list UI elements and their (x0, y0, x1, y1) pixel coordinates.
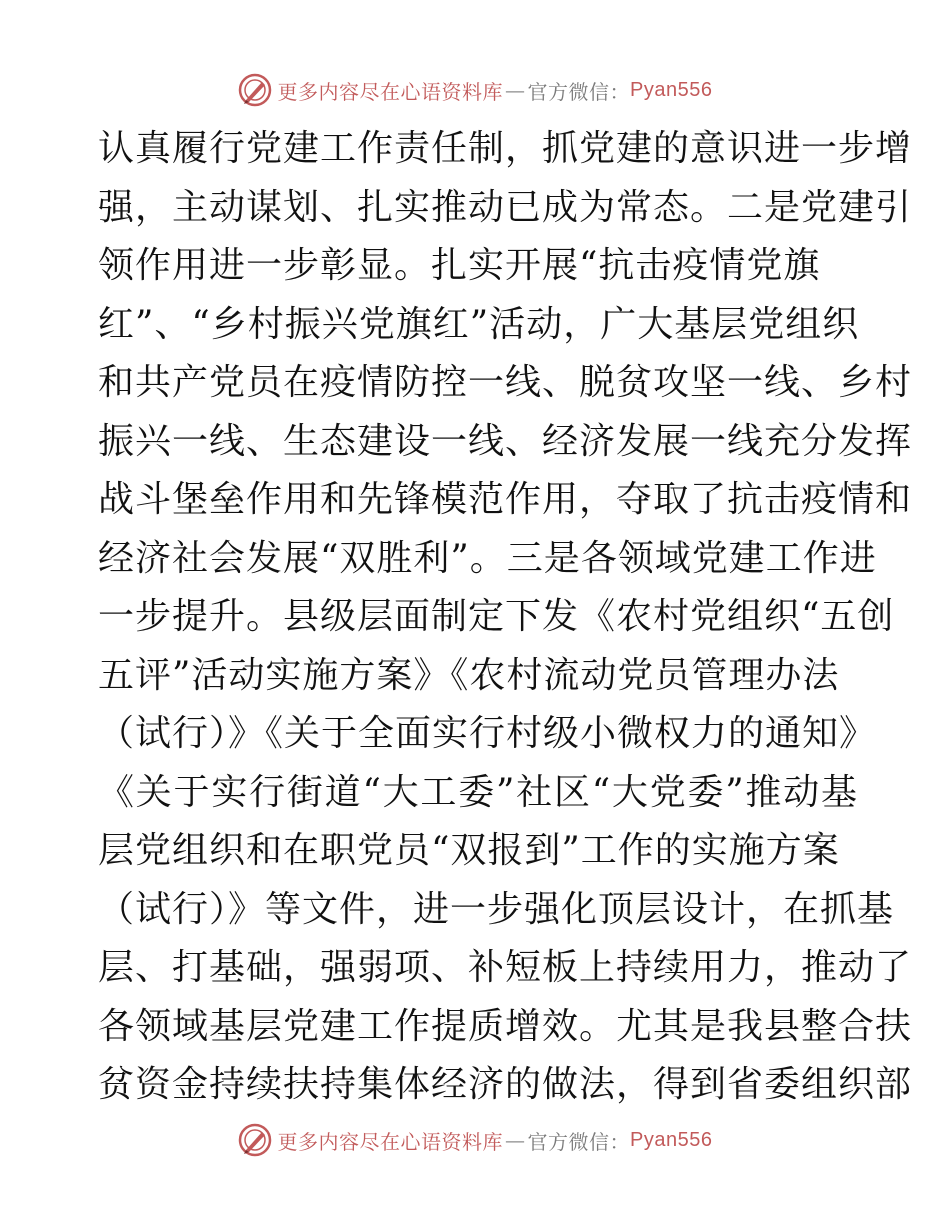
text-line: 经济社会发展“双胜利”。三是各领域党建工作进 (98, 537, 877, 579)
watermark-header (0, 70, 950, 110)
watermark-official-label: 官方微信： (527, 1129, 631, 1154)
text-line: 一步提升。县级层面制定下发《农村党组织“五创 (98, 596, 895, 637)
quill-pen-logo-icon (238, 73, 272, 107)
text-line: 层党组织和在职党员“双报到”工作的实施方案 (98, 830, 840, 871)
text-line: 各领域基层党建工作提质增效。尤其是我县整合扶 (98, 1005, 913, 1047)
text-line: 战斗堡垒作用和先锋模范作用，夺取了抗击疫情和 (98, 479, 913, 520)
watermark-handle: Pyan556 (630, 1128, 713, 1151)
text-line: 认真履行党建工作责任制，抓党建的意识进一步增 (98, 128, 913, 169)
text-line: 层、打基础，强弱项、补短板上持续用力，推动了 (98, 947, 913, 988)
watermark-dash: — (505, 78, 526, 102)
watermark-site-text: 更多内容尽在心语资料库 (277, 1129, 504, 1154)
quill-pen-logo-icon (238, 1123, 272, 1157)
watermark-dash: — (505, 1128, 526, 1152)
text-line: 《关于实行街道“大工委”社区“大党委”推动基 (98, 771, 858, 813)
watermark-site-text: 更多内容尽在心语资料库 (277, 79, 504, 104)
text-line: 和共产党员在疫情防控一线、脱贫攻坚一线、乡村 (98, 362, 913, 403)
document-body (98, 120, 913, 1115)
watermark-official-label: 官方微信： (527, 79, 631, 104)
watermark-footer (0, 1120, 950, 1160)
text-line: 五评”活动实施方案》《农村流动党员管理办法 (98, 654, 840, 696)
text-line: 贫资金持续扶持集体经济的做法，得到省委组织部 (98, 1064, 913, 1105)
text-line: （试行）》等文件，进一步强化顶层设计，在抓基 (98, 888, 895, 930)
text-line: 振兴一线、生态建设一线、经济发展一线充分发挥 (98, 420, 913, 462)
watermark-handle: Pyan556 (630, 78, 713, 101)
text-line: 强，主动谋划、扎实推动已成为常态。二是党建引 (98, 186, 913, 228)
text-line: 红”、“乡村振兴党旗红”活动，广大基层党组织 (98, 303, 860, 345)
text-line: （试行）》《关于全面实行村级小微权力的通知》 (98, 713, 877, 754)
text-line: 领作用进一步彰显。扎实开展“抗击疫情党旗 (98, 245, 821, 286)
